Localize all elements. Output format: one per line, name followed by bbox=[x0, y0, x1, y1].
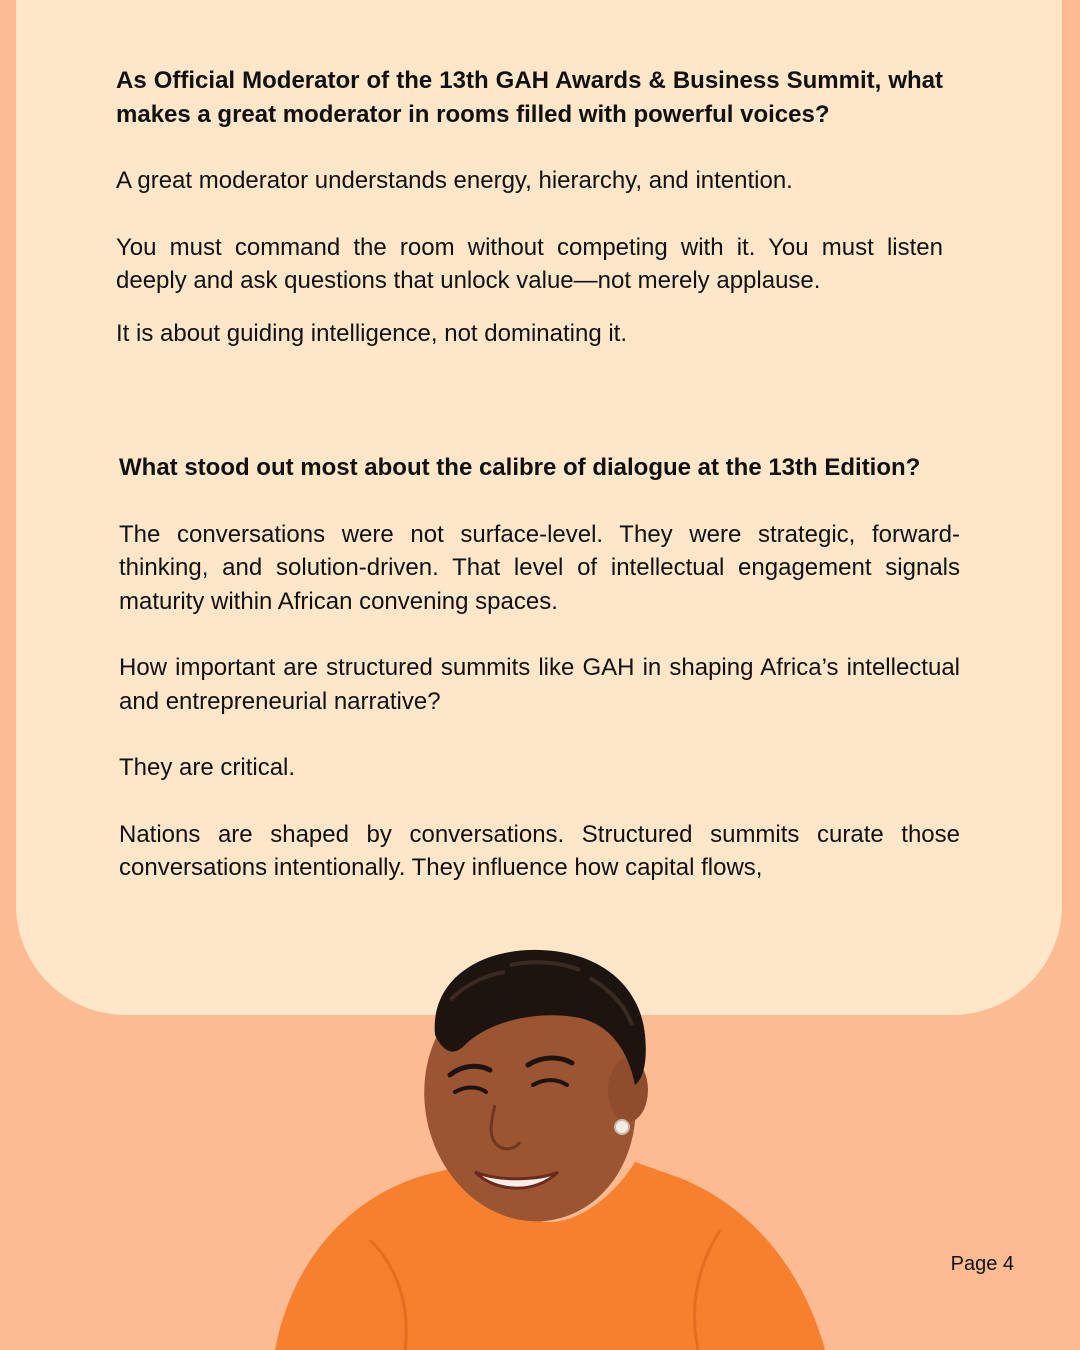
earring bbox=[615, 1120, 629, 1134]
answer-paragraph: A great moderator understands energy, hierarchy, and intention. bbox=[116, 167, 793, 194]
question-dialogue: What stood out most about the calibre of dialogue at the 13th Edition? bbox=[119, 454, 921, 481]
moderator-portrait bbox=[250, 940, 850, 1350]
answer-paragraph: They are critical. bbox=[119, 754, 296, 781]
page-number: Page 4 bbox=[950, 1253, 1014, 1275]
question-summits: How important are structured summits like GAH in shaping Africa’s intellectual and entrepreneurial narrative? bbox=[119, 654, 960, 715]
interview-section-2 bbox=[119, 451, 960, 885]
answer-paragraph: You must command the room without competing with it. You must listen deeply and ask questions that unlock value—not merely applause. bbox=[116, 233, 943, 294]
answer-paragraph: It is about guiding intelligence, not dominating it. bbox=[116, 319, 627, 347]
answer-paragraph: Nations are shaped by conversations. Structured summits curate those conversations intentionally. They influence how capital flows, bbox=[119, 820, 960, 881]
question-moderator: As Official Moderator of the 13th GAH Awards & Business Summit, what makes a great moderator in rooms filled with powerful voices? bbox=[116, 67, 943, 128]
interview-section-1 bbox=[116, 64, 943, 350]
answer-paragraph: The conversations were not surface-level. They were strategic, forward-thinking, and solution-driven. That level of intellectual engagement signals maturity within African convening spaces. bbox=[119, 520, 960, 615]
